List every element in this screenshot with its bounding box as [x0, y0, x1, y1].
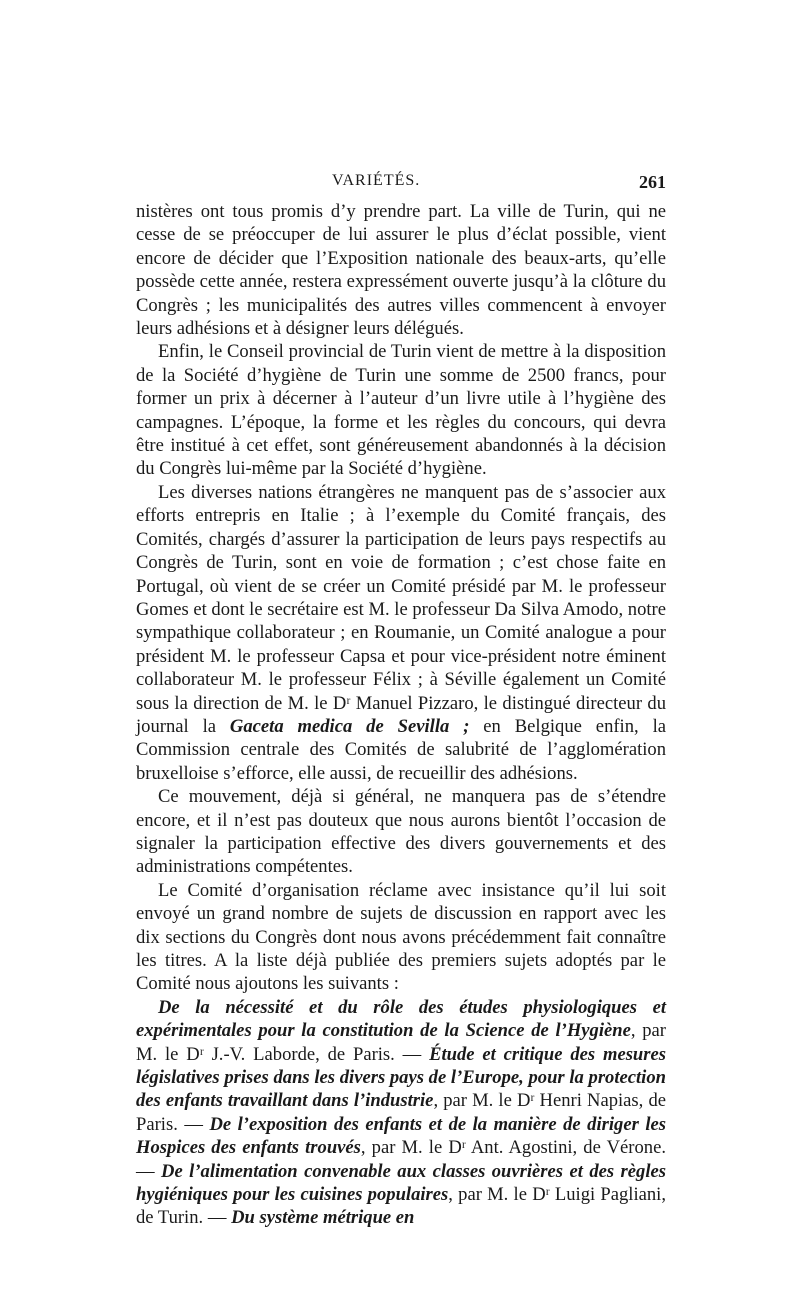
text-run: nistères ont tous promis d’y prendre part. La ville de Turin, qui ne cesse de se préoccuper de lui assurer le plus d’éclat possible, vient encore de décider que l’Exposition nationale des beaux-arts, qu’elle possède cette année, restera expressément ouverte jusqu’à la clôture du Congrès ; les municipalités des autres villes commencent à envoyer leurs adhésions et à désigner leurs délégués.: [136, 201, 666, 340]
book-page: [136, 170, 666, 1230]
paragraph: [136, 340, 666, 480]
italic-text: De la nécessité et du rôle des études physiologiques et expérimentales pour la constitution de la Science de l’Hygiène: [136, 996, 666, 1042]
italic-text: Du système métrique en: [231, 1207, 415, 1229]
paragraph: [136, 785, 666, 879]
paragraph: [136, 481, 666, 785]
running-head: [136, 170, 666, 200]
text-run: Les diverses nations étrangères ne manquent pas de s’associer aux efforts entrepris en Italie ; à l’exemple du Comité français, des Comités, chargés d’assurer la participation de leurs pays respectifs au Congrès de Turin, sont en voie de formation ; c’est chose faite en Portugal, où vient de se créer un Comité présidé par M. le professeur Gomes et dont le secrétaire est M. le professeur Da Silva Amodo, notre sympathique collaborateur ; en Roumanie, un Comité analogue a pour président M. le professeur Capsa et pour vice-président notre éminent collaborateur M. le professeur Félix ; à Séville également un Comité sous la direction de M. le Dʳ Manuel Pizzaro, le distingué directeur du journal la: [136, 481, 666, 737]
paragraph: [136, 996, 666, 1230]
text-run: Enfin, le Conseil provincial de Turin vient de mettre à la disposition de la Société d’hygiène de Turin une somme de 2500 francs, pour former un prix à décerner à l’auteur d’un livre utile à l’hygiène des campagnes. L’époque, la forme et les règles du concours, qui devra être institué à cet effet, sont généreusement abandonnés à la décision du Congrès lui-même par la Société d’hygiène.: [136, 341, 666, 480]
text-run: , par M. le Dʳ Henri Napias, de Paris. —: [136, 1090, 666, 1135]
text-run: en Belgique enfin, la Commission centrale des Comités de salubrité de l’agglomération bruxelloise s’efforce, elle aussi, de recueillir des adhésions.: [136, 715, 666, 784]
italic-text: Gaceta medica de Sevilla ;: [229, 715, 470, 737]
section-title: VARIÉTÉS.: [332, 172, 421, 189]
paragraph: [136, 879, 666, 996]
paragraph: [136, 200, 666, 340]
italic-text: De l’exposition des enfants et de la manière de diriger les Hospices des enfants trouvés: [136, 1113, 666, 1159]
italic-text: Étude et critique des mesures législatives prises dans les divers pays de l’Europe, pour la protection des enfants travaillant dans l’industrie: [136, 1043, 666, 1112]
text-run: , par M. le Dʳ Ant. Agostini, de Vérone. —: [136, 1137, 666, 1182]
page-number: 261: [639, 172, 666, 192]
text-run: Ce mouvement, déjà si général, ne manquera pas de s’étendre encore, et il n’est pas douteux que nous aurons bientôt l’occasion de signaler la participation effective des divers gouvernements et des administrations compétentes.: [136, 786, 666, 878]
text-run: , par M. le Dʳ Luigi Pagliani, de Turin. —: [136, 1184, 666, 1229]
text-run: Le Comité d’organisation réclame avec insistance qu’il lui soit envoyé un grand nombre de sujets de discussion en rapport avec les dix sections du Congrès dont nous avons précédemment fait connaître les titres. A la liste déjà publiée des premiers sujets adoptés par le Comité nous ajoutons les suivants :: [136, 879, 666, 995]
text-run: , par M. le Dʳ J.-V. Laborde, de Paris. —: [136, 1020, 666, 1065]
italic-text: De l’alimentation convenable aux classes ouvrières et des règles hygiéniques pour les cuisines populaires: [136, 1160, 666, 1206]
body-text: [136, 200, 666, 1230]
